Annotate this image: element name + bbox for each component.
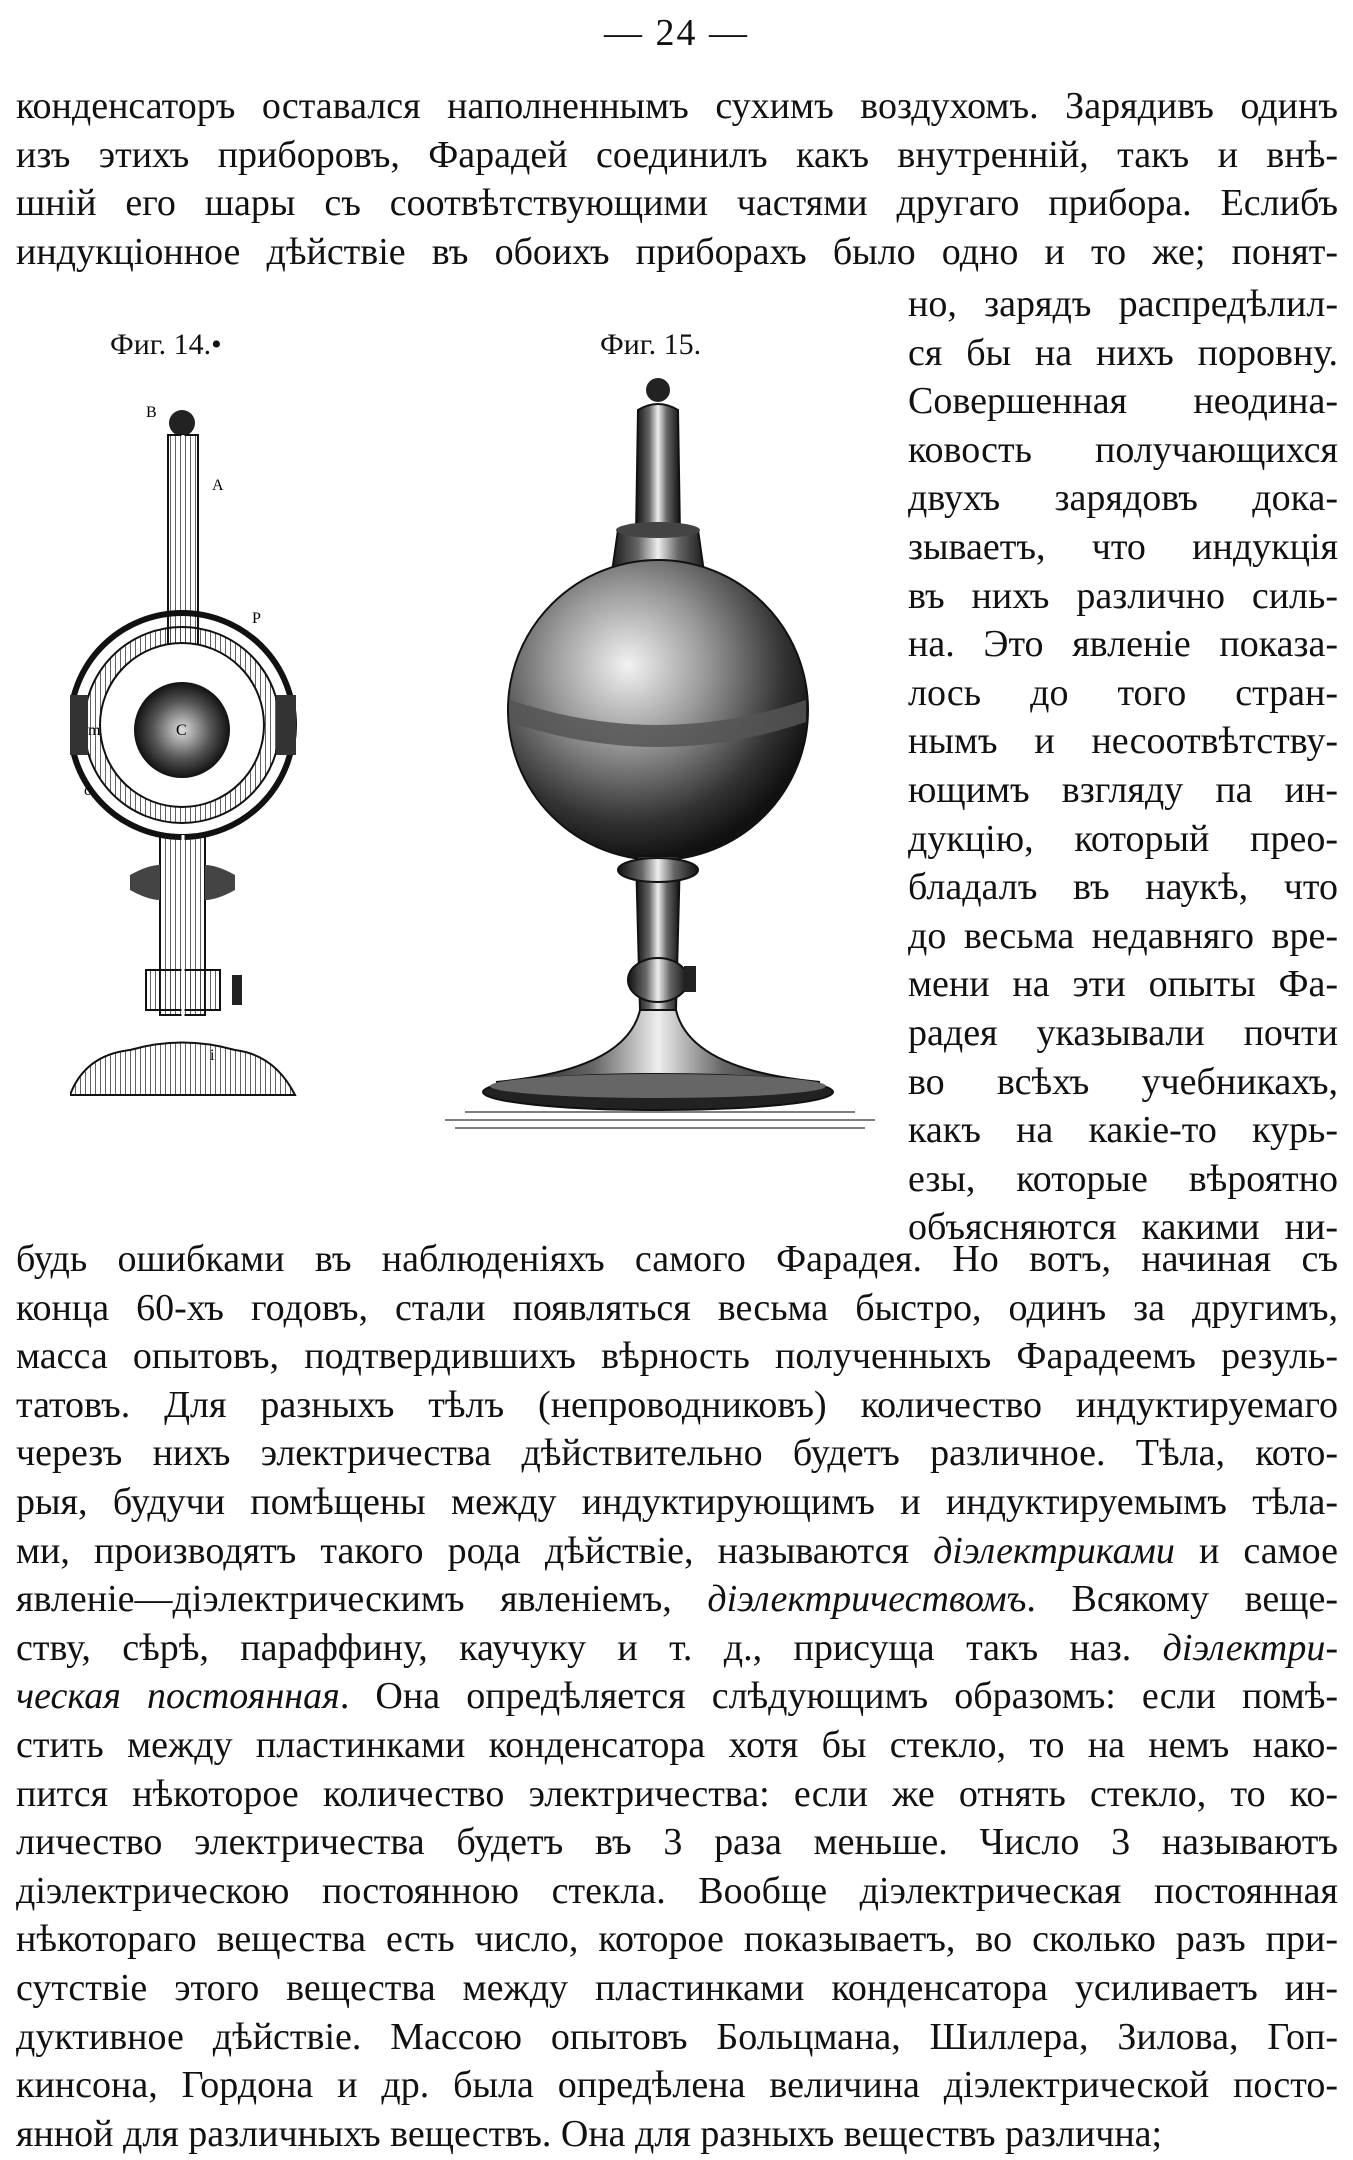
text-line: на. Это явленіе показа-	[908, 623, 1338, 666]
text-line	[16, 1575, 1338, 1624]
text-line: черезъ нихъ электричества дѣйствительно будетъ различное. Тѣла, кото-	[16, 1432, 1338, 1475]
figure-letter: P	[252, 610, 261, 627]
figure-letter: i	[210, 1047, 215, 1064]
text-line: до весьма недавняго вре-	[908, 914, 1338, 957]
text-line: личество электричества будетъ въ 3 раза меньше. Число 3 называютъ	[16, 1821, 1338, 1864]
text-line: лось до того стран-	[908, 671, 1338, 714]
ground-hatching	[445, 1112, 875, 1128]
term-dielectricity: діэлектричествомъ	[707, 1578, 1027, 1621]
text-line: стить между пластинками конденсатора хотя бы стекло, то на немъ нако-	[16, 1723, 1338, 1766]
figure-letter: C	[176, 722, 187, 739]
text-line: ся бы на нихъ поровну.	[908, 331, 1338, 374]
main-sphere	[508, 560, 808, 860]
text-line: конденсаторъ оставался наполненнымъ сухимъ воздухомъ. Зарядивъ одинъ	[16, 85, 1338, 127]
stand-base	[70, 1043, 295, 1096]
text-line: какъ на какіе-то курь-	[908, 1109, 1338, 1152]
text-line: двухъ зарядовъ дока-	[908, 477, 1338, 520]
figure-15-condenser	[440, 370, 880, 1130]
figure-letter: o	[84, 782, 92, 799]
text-line: радея указывали почти	[908, 1011, 1338, 1054]
text-line: шній его шары съ соотвѣтствующими частями другаго прибора. Еслибъ	[16, 182, 1338, 225]
text-line: зываетъ, что индукція	[908, 525, 1338, 568]
figure-letter: A	[212, 477, 224, 494]
figure-letter: B	[146, 404, 157, 421]
text-line: конца 60-хъ годовъ, стали появляться весьма быстро, одинъ за другимъ,	[16, 1286, 1338, 1329]
text-line: ковость получающихся	[908, 428, 1338, 471]
text-line: діэлектрическою постоянною стекла. Вообще діэлектрическая постоянная	[16, 1869, 1338, 1912]
text-line	[16, 1527, 1338, 1576]
text-line: дукцію, который прео-	[908, 817, 1338, 860]
text-line: нѣкотораго вещества есть число, которое показываетъ, во сколько разъ при-	[16, 1918, 1338, 1961]
upper-tube	[636, 404, 680, 535]
text-line	[16, 1672, 1338, 1721]
top-knob	[169, 410, 195, 436]
text-line: бладалъ въ наукѣ, что	[908, 866, 1338, 909]
text-line: кинсона, Гордона и др. была опредѣлена величина діэлектрической посто-	[16, 2064, 1338, 2107]
bottom-paragraph	[16, 1235, 1338, 2158]
text-line: но, зарядъ распредѣлил-	[908, 283, 1338, 325]
term-dielectrics: діэлектриками	[933, 1529, 1175, 1572]
figure-14-condenser-section	[70, 395, 330, 1105]
text-line: изъ этихъ приборовъ, Фарадей соединилъ какъ внутренній, такъ и внѣ-	[16, 133, 1338, 176]
text-line: дуктивное дѣйствіе. Массою опытовъ Больцмана, Шиллера, Зилова, Гоп-	[16, 2015, 1338, 2058]
top-paragraph	[16, 82, 1338, 276]
text-line: нымъ и несоотвѣтству-	[908, 720, 1338, 763]
top-knob	[646, 378, 670, 402]
term-dielectric-constant-part1: діэлектри-	[1162, 1626, 1338, 1669]
text-line: пится нѣкоторое количество электричества: если же отнять стекло, то ко-	[16, 1772, 1338, 1815]
figure-14-caption: Фиг. 14.•	[110, 328, 222, 361]
text-run: явленіе—діэлектрическимъ явленіемъ,	[16, 1578, 708, 1621]
figure-letter: m	[88, 722, 101, 739]
text-line: индукціонное дѣйствіе въ обоихъ приборахъ было одно и то же; понят-	[16, 230, 1338, 273]
side-column-text	[908, 280, 1338, 1252]
text-line: ющимъ взгляду па ин-	[908, 768, 1338, 811]
text-line: объясняются какими ни-	[908, 1206, 1338, 1249]
text-line: езы, которые вѣроятно	[908, 1157, 1338, 1200]
text-run: и самое	[1174, 1529, 1338, 1572]
term-dielectric-constant-part2: ческая постоянная	[16, 1675, 340, 1718]
text-run: . Всякому веще-	[1026, 1578, 1338, 1621]
text-line	[16, 1624, 1338, 1673]
text-line: Совершенная неодина-	[908, 380, 1338, 423]
text-run: . Она опредѣляется слѣдующимъ образомъ: если помѣ-	[339, 1675, 1338, 1718]
stand-base	[496, 1010, 820, 1082]
text-run: ству, сѣрѣ, параффину, каучуку и т. д., присуща такъ наз.	[16, 1626, 1163, 1669]
text-run: ми, производятъ такого рода дѣйствіе, называются	[16, 1529, 934, 1572]
figure-15-caption: Фиг. 15.	[600, 328, 702, 361]
text-line: рыя, будучи помѣщены между индуктирующимъ и индуктируемымъ тѣла-	[16, 1480, 1338, 1523]
text-line: въ нихъ различно силь-	[908, 574, 1338, 617]
text-line: мени на эти опыты Фа-	[908, 963, 1338, 1006]
text-line: татовъ. Для разныхъ тѣлъ (непроводниковъ) количество индуктируемаго	[16, 1383, 1338, 1426]
text-line: во всѣхъ учебникахъ,	[908, 1060, 1338, 1103]
text-line: янной для различныхъ веществъ. Она для разныхъ веществъ различна;	[16, 2112, 1163, 2155]
text-line: будь ошибками въ наблюденіяхъ самого Фарадея. Но вотъ, начиная съ	[16, 1238, 1338, 1280]
text-line: сутствіе этого вещества между пластинками конденсатора усиливаетъ ин-	[16, 1966, 1338, 2009]
page-number: — 24 —	[604, 12, 749, 54]
text-line: масса опытовъ, подтвердившихъ вѣрность полученныхъ Фарадеемъ резуль-	[16, 1335, 1338, 1378]
